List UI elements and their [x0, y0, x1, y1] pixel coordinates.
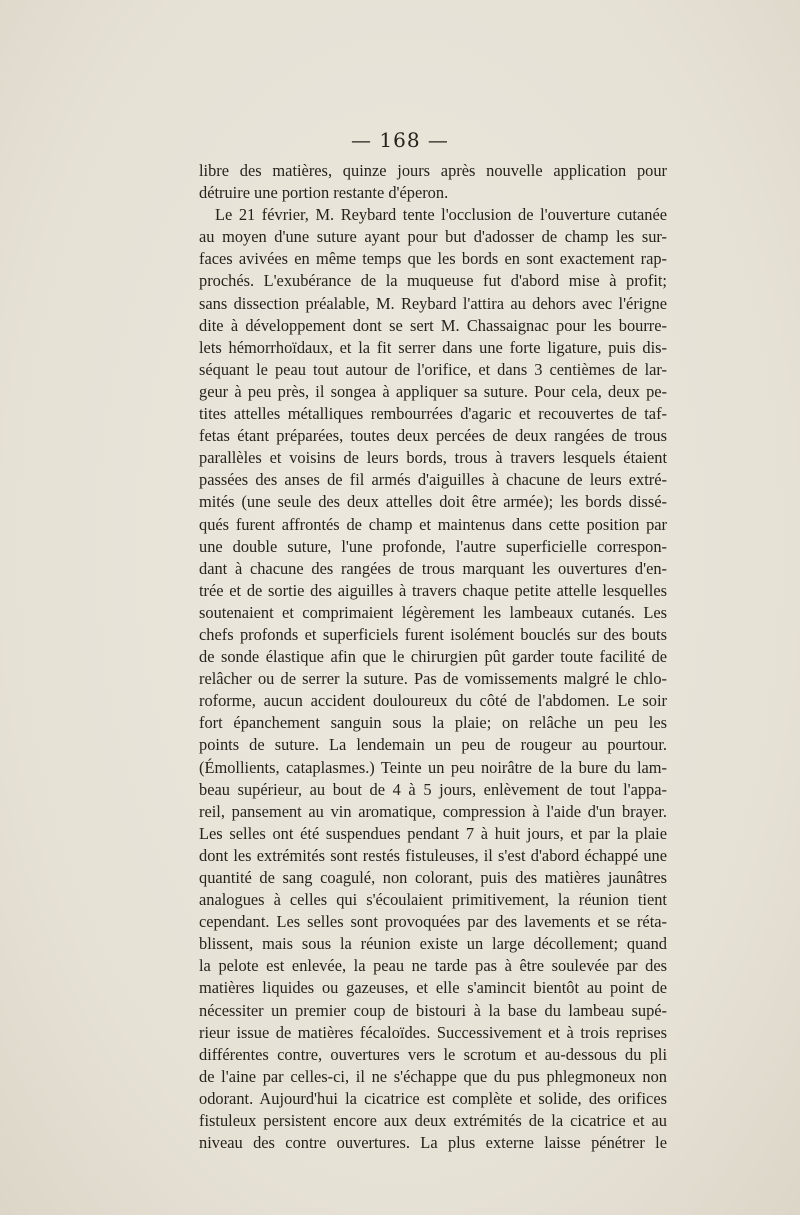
text-line: prochés. L'exubérance de la muqueuse fut d'abord mise à profit; [199, 271, 667, 291]
text-line: différentes contre, ouvertures vers le scrotum et au-dessous du pli [199, 1044, 667, 1064]
text-line: geur à peu près, il songea à appliquer sa suture. Pour cela, deux pe- [199, 381, 667, 401]
text-line: trée et de sortie des aiguilles à travers chaque petite attelle lesquelles [199, 580, 667, 600]
text-line: tites attelles métalliques rembourrées d'agaric et recouvertes de taf- [199, 404, 667, 424]
text-line: Le 21 février, M. Reybard tente l'occlusion de l'ouverture cutanée [215, 205, 667, 225]
text-line: fetas étant préparées, toutes deux percées de deux rangées de trous [199, 426, 667, 446]
text-line: cependant. Les selles sont provoquées par des lavements et se réta- [199, 912, 667, 932]
text-line: parallèles et voisins de leurs bords, trous à travers lesquels étaient [199, 448, 667, 468]
text-line: Les selles ont été suspendues pendant 7 à huit jours, et par la plaie [199, 823, 667, 843]
text-line: dont les extrémités sont restés fistuleuses, il s'est d'abord échappé une [199, 845, 667, 865]
text-line: rieur issue de matières fécaloïdes. Successivement et à trois reprises [199, 1022, 667, 1042]
text-line: points de suture. La lendemain un peu de rougeur au pourtour. [199, 735, 667, 755]
body-text [199, 160, 667, 1154]
text-line: nécessiter un premier coup de bistouri à la base du lambeau supé- [199, 1000, 667, 1020]
text-line: quantité de sang coagulé, non colorant, puis des matières jaunâtres [199, 868, 667, 887]
text-line: mités (une seule des deux attelles doit être armée); les bords dissé- [199, 492, 667, 512]
text-line: matières liquides ou gazeuses, et elle s'amincit bientôt au point de [199, 978, 667, 998]
text-line: reil, pansement au vin aromatique, compression à l'aide d'un brayer. [199, 801, 667, 821]
text-line: fistuleux persistent encore aux deux extrémités de la cicatrice et au [199, 1111, 667, 1131]
text-line: dant à chacune des rangées de trous marquant les ouvertures d'en- [199, 558, 667, 578]
text-line: roforme, aucun accident douloureux du côté de l'abdomen. Le soir [199, 691, 667, 711]
text-line: la pelote est enlevée, la peau ne tarde pas à être soulevée par des [199, 956, 667, 976]
text-line: faces avivées en même temps que les bords en sont exactement rap- [199, 249, 667, 269]
text-line: odorant. Aujourd'hui la cicatrice est complète et solide, des orifices [199, 1088, 667, 1108]
text-line: libre des matières, quinze jours après nouvelle application pour [199, 161, 667, 180]
text-line: dite à développement dont se sert M. Chassaignac pour les bourre- [199, 315, 667, 335]
text-line: lets hémorrhoïdaux, et la fit serrer dans une forte ligature, puis dis- [199, 337, 667, 357]
text-line: chefs profonds et superficiels furent isolément bouclés sur des bouts [199, 624, 667, 644]
text-line: sans dissection préalable, M. Reybard l'attira au dehors avec l'érigne [199, 293, 667, 313]
page-number: — 168 — [351, 128, 449, 152]
text-line: blissent, mais sous la réunion existe un large décollement; quand [199, 934, 667, 954]
text-line: beau supérieur, au bout de 4 à 5 jours, enlèvement de tout l'appa- [199, 779, 667, 799]
text-line: de l'aine par celles-ci, il ne s'échappe que du pus phlegmoneux non [199, 1066, 667, 1086]
text-line: analogues à celles qui s'écoulaient primitivement, la réunion tient [199, 890, 667, 910]
text-line: détruire une portion restante d'éperon. [199, 183, 449, 203]
text-line: de sonde élastique afin que le chirurgien pût garder toute facilité de [199, 647, 667, 667]
text-line: au moyen d'une suture ayant pour but d'adosser de champ les sur- [199, 227, 667, 247]
text-line: niveau des contre ouvertures. La plus externe laisse pénétrer le [199, 1133, 667, 1153]
text-line: (Émollients, cataplasmes.) Teinte un peu noirâtre de la bure du lam- [199, 757, 667, 777]
text-line: une double suture, l'une profonde, l'autre superficielle correspon- [199, 536, 667, 556]
text-line: relâcher ou de serrer la suture. Pas de vomissements malgré le chlo- [199, 669, 667, 689]
text-line: qués furent affrontés de champ et maintenus dans cette position par [199, 514, 667, 534]
text-line: passées des anses de fil armés d'aiguilles à chacune de leurs extré- [199, 470, 667, 490]
text-line: soutenaient et comprimaient légèrement les lambeaux cutanés. Les [199, 602, 667, 622]
text-line: séquant le peau tout autour de l'orifice, et dans 3 centièmes de lar- [199, 359, 667, 379]
text-line: fort épanchement sanguin sous la plaie; on relâche un peu les [199, 713, 667, 733]
